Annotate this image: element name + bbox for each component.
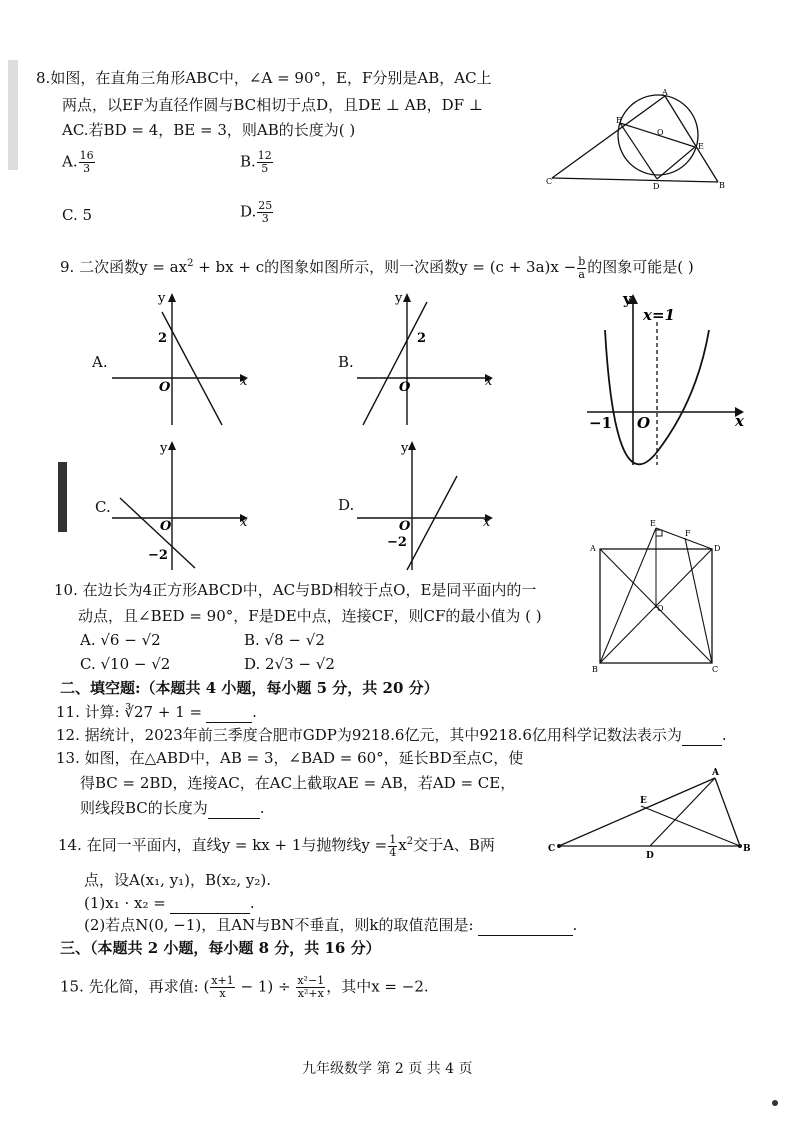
q14-line2: 点，设A(x₁, y₁)，B(x₂, y₂). (84, 871, 272, 889)
q8-line2: 两点，以EF为直径作圆与BC相切于点D，且DE ⊥ AB，DF ⊥ (62, 96, 483, 114)
q8-label-e: E (698, 142, 704, 151)
q10-figure (588, 518, 728, 678)
q9a-y-label: y (158, 291, 166, 306)
q8-figure (540, 85, 730, 195)
parab-y-label: y (623, 290, 632, 308)
q9c-y-label: y (160, 441, 168, 456)
q10-label-o: O (657, 604, 664, 613)
q9-stem: 9. 二次函数$y = ax^2$ + bx + c的图象如图所示，则一次函数y = (c + 3a)x − $\frac{b}{a}$ 的图象可能是( ) (60, 254, 694, 281)
q8-label-o: O (657, 128, 664, 137)
q12: 12. 据统计，2023年前三季度合肥市GDP为9218.6亿元，其中9218.6亿用科学记数法表示为 . (56, 726, 727, 744)
q14-part1: (1)x₁ · x₂ = . (84, 894, 255, 912)
scan-mark-left-top (8, 60, 18, 170)
q9c-origin: O (160, 519, 172, 534)
q13-label-b: B (743, 844, 751, 854)
q9b-y-label: y (395, 291, 403, 306)
q13-label-e: E (640, 796, 647, 806)
q9c-x-label: x (240, 515, 248, 530)
q14-part1-blank[interactable] (170, 893, 250, 914)
q9b-intercept: 2 (417, 331, 427, 346)
q9-option-d[interactable]: D. (338, 496, 355, 514)
q9d-intercept: −2 (387, 535, 407, 550)
q9-parabola-figure (585, 290, 755, 470)
q8-line3: AC.若BD = 4，BE = 3，则AB的长度为( ) (62, 121, 356, 139)
q15: 15. 先化简，再求值: ( $\frac{x+1}{x}$ − 1) ÷ $\frac{\text{x²−1}}{\text{x²+x}}$ ，其中x = −2. (60, 974, 429, 1000)
q11: 11. 计算: ∛27 + 1 = . (56, 703, 257, 721)
q9-option-c[interactable]: C. (95, 498, 111, 516)
scan-mark-left (58, 462, 67, 532)
q14-part2: (2)若点N(0, −1)，且AN与BN不垂直，则k的取值范围是: . (84, 916, 578, 934)
parab-x-label: x (735, 412, 744, 430)
q9a-intercept: 2 (158, 331, 168, 346)
q10-line1: 10. 在边长为4正方形ABCD中，AC与BD相较于点O，E是同平面内的一 (54, 581, 537, 599)
q8-option-a[interactable]: A. $\frac{16}{3}$ (62, 149, 94, 175)
q9d-y-label: y (401, 441, 409, 456)
page-footer: 九年级数学 第 2 页 共 4 页 (302, 1061, 473, 1077)
scan-mark-dot (772, 1100, 778, 1106)
q10-label-d: D (714, 544, 721, 553)
q13-figure (545, 765, 760, 860)
q10-line2: 动点，且∠BED = 90°，F是DE中点，连接CF，则CF的最小值为 ( ) (78, 607, 542, 625)
q13-line3: 则线段BC的长度为 . (80, 799, 265, 817)
q8-line1: 8.如图，在直角三角形ABC中，∠A = 90°，E，F分别是AB，AC上 (36, 69, 492, 87)
q10-label-a: A (590, 544, 596, 553)
q11-answer-blank[interactable] (206, 702, 252, 723)
q9c-intercept: −2 (148, 548, 168, 563)
q10-label-c: C (712, 665, 719, 674)
q10-label-f: F (685, 529, 691, 538)
q10-option-c[interactable]: C. √10 − √2 (80, 655, 171, 673)
q9-graph-d[interactable] (355, 438, 495, 573)
q9a-x-label: x (240, 374, 248, 389)
q9d-origin: O (399, 519, 411, 534)
q8-label-f: F (616, 116, 622, 125)
q8-option-b[interactable]: B. $\frac{12}{5}$ (240, 149, 272, 175)
q10-option-b[interactable]: B. √8 − √2 (244, 631, 325, 649)
q12-answer-blank[interactable] (682, 725, 722, 746)
q9-graph-b[interactable] (355, 290, 495, 430)
q9a-origin: O (159, 380, 171, 395)
q10-option-a[interactable]: A. √6 − √2 (80, 631, 161, 649)
q10-option-d[interactable]: D. 2√3 − √2 (244, 655, 335, 673)
q9-graph-a[interactable] (110, 290, 250, 430)
q14-line1: 14. 在同一平面内，直线y = kx + 1与抛物线y = $\frac{1}{4}$ $x^2$交于A、B两 (58, 832, 495, 859)
q13-label-d: D (646, 851, 654, 861)
q10-label-b: B (592, 665, 598, 674)
q13-label-c: C (548, 844, 556, 854)
q9b-x-label: x (485, 374, 493, 389)
q8-option-d[interactable]: D. $\frac{25}{3}$ (240, 199, 273, 225)
q8-label-c: C (546, 177, 553, 186)
q9-graph-c[interactable] (110, 438, 250, 573)
section-3-heading: 三、（本题共 2 小题，每小题 8 分，共 16 分） (60, 939, 381, 957)
q13-answer-blank[interactable] (208, 798, 260, 819)
q14-part2-blank[interactable] (478, 915, 573, 936)
q8-option-c[interactable]: C. 5 (62, 206, 93, 224)
parab-neg1: −1 (589, 414, 613, 432)
q9b-origin: O (399, 380, 411, 395)
q8-label-a: A (662, 88, 668, 97)
q8-label-b: B (719, 181, 725, 190)
q13-label-a: A (712, 768, 719, 778)
q9-option-a[interactable]: A. (92, 353, 108, 371)
parab-axis-label: x=1 (643, 306, 675, 324)
section-2-heading: 二、填空题:（本题共 4 小题，每小题 5 分，共 20 分） (60, 679, 439, 697)
parab-origin: O (637, 414, 651, 432)
q10-label-e: E (650, 519, 656, 528)
q8-label-d: D (653, 182, 660, 191)
q13-line2: 得BC = 2BD，连接AC，在AC上截取AE = AB，若AD = CE， (80, 774, 516, 792)
q9d-x-label: x (483, 515, 491, 530)
q9-option-b[interactable]: B. (338, 353, 354, 371)
q13-line1: 13. 如图，在△ABD中，AB = 3，∠BAD = 60°，延长BD至点C，使 (56, 749, 524, 767)
